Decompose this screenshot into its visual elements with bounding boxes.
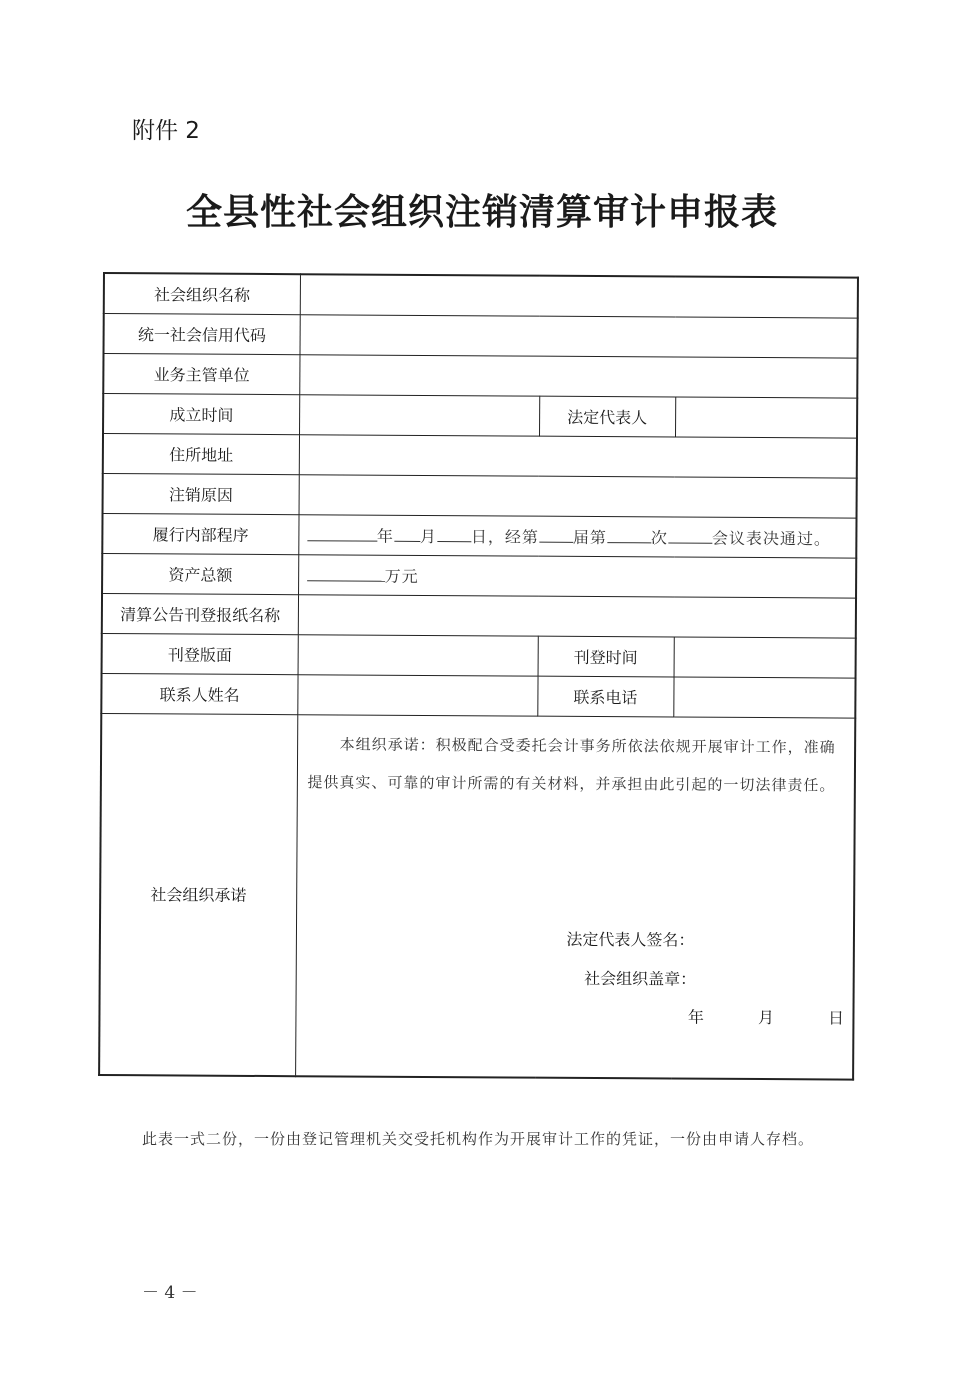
assets-label: 资产总额 [102, 553, 298, 594]
newspaper-label: 清算公告刊登报纸名称 [102, 593, 298, 634]
contact-phone-label: 联系电话 [537, 676, 673, 717]
reason-field[interactable] [299, 474, 857, 517]
pledge-label: 社会组织承诺 [99, 713, 297, 1076]
procedure-month-blank[interactable] [394, 526, 420, 541]
assets-field[interactable] [298, 554, 856, 597]
page-field[interactable] [298, 634, 538, 675]
contact-name-field[interactable] [297, 674, 537, 715]
attachment-label: 附件 2 [132, 118, 200, 144]
pledge-date [688, 1004, 844, 1028]
pledge-text: 本组织承诺：积极配合受委托会计事务所依法依规开展审计工作，准确提供真实、可靠的审计所需的有关材料，并承担由此引起的一切法律责任。 [307, 734, 836, 794]
supervisor-field[interactable] [299, 354, 857, 397]
procedure-meeting-blank[interactable] [668, 528, 712, 543]
row-newspaper [102, 593, 856, 638]
row-supervisor [103, 353, 857, 398]
credit-code-label: 统一社会信用代码 [104, 313, 300, 354]
row-page [102, 633, 856, 678]
publish-time-field[interactable] [674, 636, 856, 677]
procedure-field[interactable] [298, 514, 856, 557]
date-year: 年 [687, 1007, 705, 1027]
procedure-part: 会议表决通过。 [711, 528, 832, 548]
publish-time-label: 刊登时间 [538, 636, 674, 677]
procedure-day-blank[interactable] [437, 527, 471, 542]
row-contact [101, 673, 855, 718]
newspaper-field[interactable] [298, 594, 856, 637]
date-month: 月 [757, 1007, 775, 1027]
row-reason [103, 473, 857, 518]
row-address [103, 433, 857, 478]
page-title: 全县性社会组织注销清算审计申报表 [185, 191, 778, 233]
procedure-part: 年 [376, 526, 394, 546]
application-form-table [98, 272, 859, 1081]
founded-field[interactable] [299, 394, 539, 435]
procedure-part: 日，经第 [470, 526, 539, 547]
row-procedure [102, 513, 856, 558]
procedure-part: 届第 [572, 527, 608, 547]
row-credit-code [104, 313, 858, 358]
supervisor-label: 业务主管单位 [103, 353, 299, 394]
procedure-part: 月 [419, 526, 437, 546]
assets-amount-blank[interactable] [307, 566, 385, 581]
pledge-cell [295, 714, 855, 1079]
procedure-session-blank[interactable] [539, 527, 573, 542]
page-number: － 4 － [142, 1283, 198, 1303]
legal-rep-label: 法定代表人 [539, 396, 675, 437]
row-pledge [99, 713, 855, 1080]
row-org-name [104, 273, 858, 318]
org-name-field[interactable] [300, 274, 858, 317]
page-label: 刊登版面 [102, 633, 298, 674]
footer-note: 此表一式二份，一份由登记管理机关交受托机构作为开展审计工作的凭证，一份由申请人存档。 [142, 1130, 815, 1148]
contact-name-label: 联系人姓名 [101, 673, 297, 714]
legal-rep-field[interactable] [675, 396, 857, 437]
seal-label: 社会组织盖章： [584, 968, 697, 989]
reason-label: 注销原因 [103, 473, 299, 514]
procedure-label: 履行内部程序 [102, 513, 298, 554]
founded-label: 成立时间 [103, 393, 299, 434]
procedure-meeting-no-blank[interactable] [607, 528, 651, 543]
procedure-year-blank[interactable] [307, 526, 377, 541]
procedure-part: 次 [650, 527, 669, 547]
signature-label: 法定代表人签名： [566, 929, 695, 950]
contact-phone-field[interactable] [673, 676, 855, 717]
credit-code-field[interactable] [300, 314, 858, 357]
address-field[interactable] [299, 434, 857, 477]
address-label: 住所地址 [103, 433, 299, 474]
org-name-label: 社会组织名称 [104, 273, 300, 314]
row-assets [102, 553, 856, 598]
assets-unit: 万元 [384, 566, 419, 586]
date-day: 日 [827, 1007, 845, 1028]
row-founded [103, 393, 857, 438]
